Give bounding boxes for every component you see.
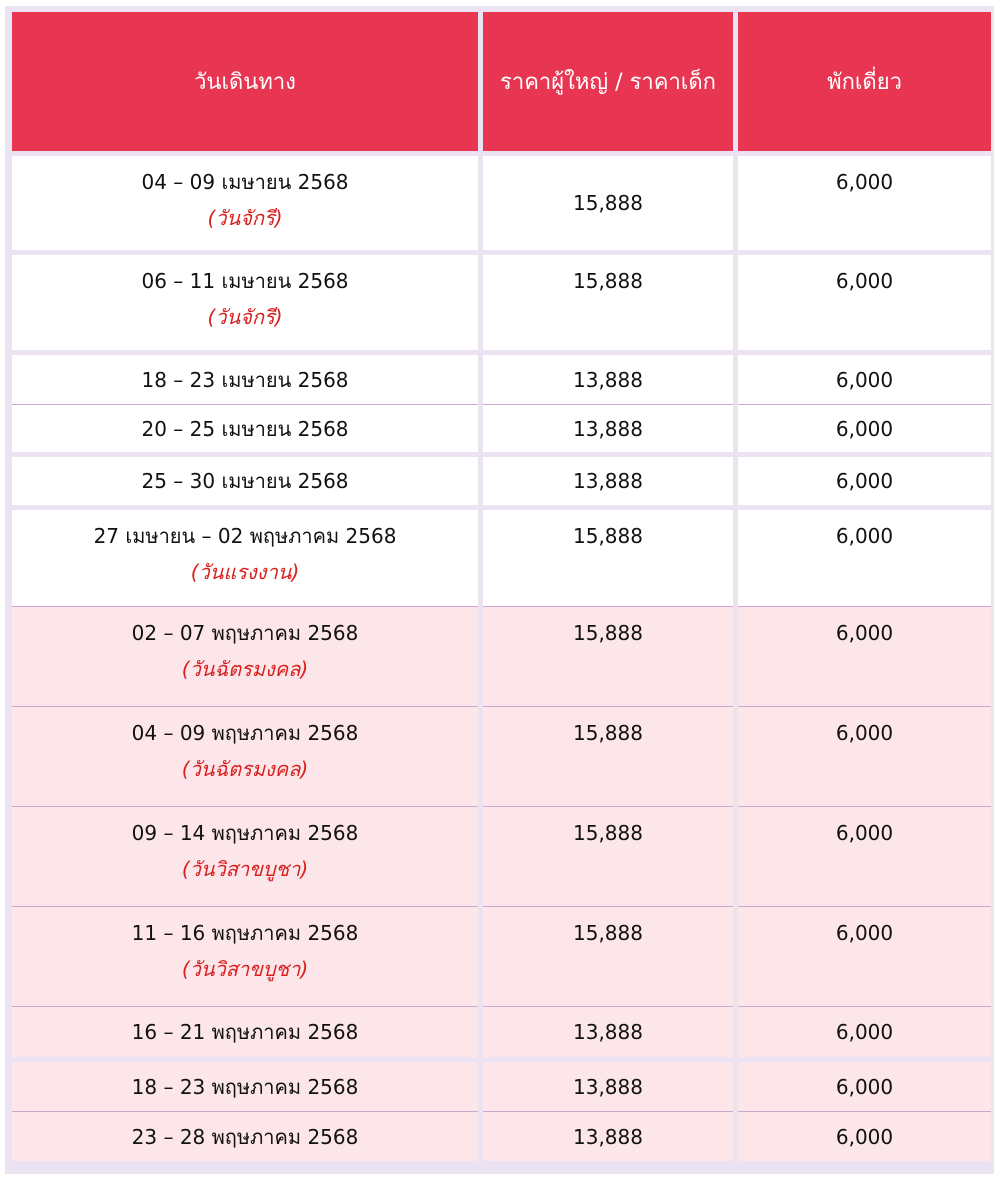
single-cell: 6,000 [738,405,991,457]
date-cell [12,457,478,510]
date-text: 09 – 14 พฤษภาคม 2568 [131,821,359,845]
price-cell: 15,888 [483,707,733,807]
holiday-label: (วันวิสาขบูชา) [181,957,309,981]
header-single: พักเดี่ยว [738,12,991,156]
date-cell [12,355,478,405]
date-text: 20 – 25 เมษายน 2568 [141,416,349,441]
single-cell: 6,000 [738,457,991,510]
table-row [12,405,991,457]
table-row [12,457,991,510]
date-cell [12,1062,478,1112]
price-cell: 13,888 [483,1112,733,1166]
price-cell: 15,888 [483,807,733,907]
single-cell: 6,000 [738,355,991,405]
table-row [12,510,991,607]
price-cell: 15,888 [483,156,733,255]
table-row [12,807,991,907]
date-text: 18 – 23 เมษายน 2568 [141,367,349,392]
price-cell: 15,888 [483,510,733,607]
date-cell [12,156,478,255]
table-row [12,255,991,355]
price-cell: 13,888 [483,1062,733,1112]
holiday-label: (วันฉัตรมงคล) [181,657,309,681]
single-cell: 6,000 [738,1007,991,1062]
single-cell: 6,000 [738,1112,991,1166]
date-cell [12,807,478,907]
date-text: 04 – 09 เมษายน 2568 [141,170,349,194]
holiday-label: (วันแรงงาน) [190,560,300,584]
date-text: 06 – 11 เมษายน 2568 [141,269,349,293]
date-cell [12,405,478,457]
header-row [12,12,991,156]
table-row [12,607,991,707]
date-cell [12,907,478,1007]
header-price: ราคาผู้ใหญ่ / ราคาเด็ก [483,12,733,156]
single-cell: 6,000 [738,1062,991,1112]
date-text: 16 – 21 พฤษภาคม 2568 [131,1020,359,1044]
single-cell: 6,000 [738,510,991,607]
price-cell: 15,888 [483,907,733,1007]
holiday-label: (วันฉัตรมงคล) [181,757,309,781]
price-cell: 13,888 [483,457,733,510]
date-text: 27 เมษายน – 02 พฤษภาคม 2568 [93,524,397,548]
date-cell [12,255,478,355]
single-cell: 6,000 [738,156,991,255]
single-cell: 6,000 [738,255,991,355]
price-table [7,12,996,1166]
price-cell: 13,888 [483,1007,733,1062]
single-cell: 6,000 [738,807,991,907]
price-cell: 15,888 [483,607,733,707]
single-cell: 6,000 [738,607,991,707]
date-text: 23 – 28 พฤษภาคม 2568 [131,1124,359,1149]
date-text: 11 – 16 พฤษภาคม 2568 [131,921,359,945]
single-cell: 6,000 [738,907,991,1007]
table-row [12,907,991,1007]
holiday-label: (วันจักรี) [207,305,283,329]
table-row [12,156,991,255]
holiday-label: (วันจักรี) [207,206,283,230]
single-cell: 6,000 [738,707,991,807]
table-row [12,355,991,405]
date-text: 18 – 23 พฤษภาคม 2568 [131,1074,359,1099]
date-text: 02 – 07 พฤษภาคม 2568 [131,621,359,645]
date-cell [12,1112,478,1166]
table-row [12,707,991,807]
date-cell [12,707,478,807]
date-text: 04 – 09 พฤษภาคม 2568 [131,721,359,745]
header-date: วันเดินทาง [12,12,478,156]
holiday-label: (วันวิสาขบูชา) [181,857,309,881]
price-cell: 13,888 [483,355,733,405]
date-cell [12,510,478,607]
price-cell: 13,888 [483,405,733,457]
date-text: 25 – 30 เมษายน 2568 [141,469,349,493]
date-cell [12,1007,478,1062]
table-row [12,1007,991,1062]
price-cell: 15,888 [483,255,733,355]
table-row [12,1062,991,1112]
date-cell [12,607,478,707]
table-row [12,1112,991,1166]
